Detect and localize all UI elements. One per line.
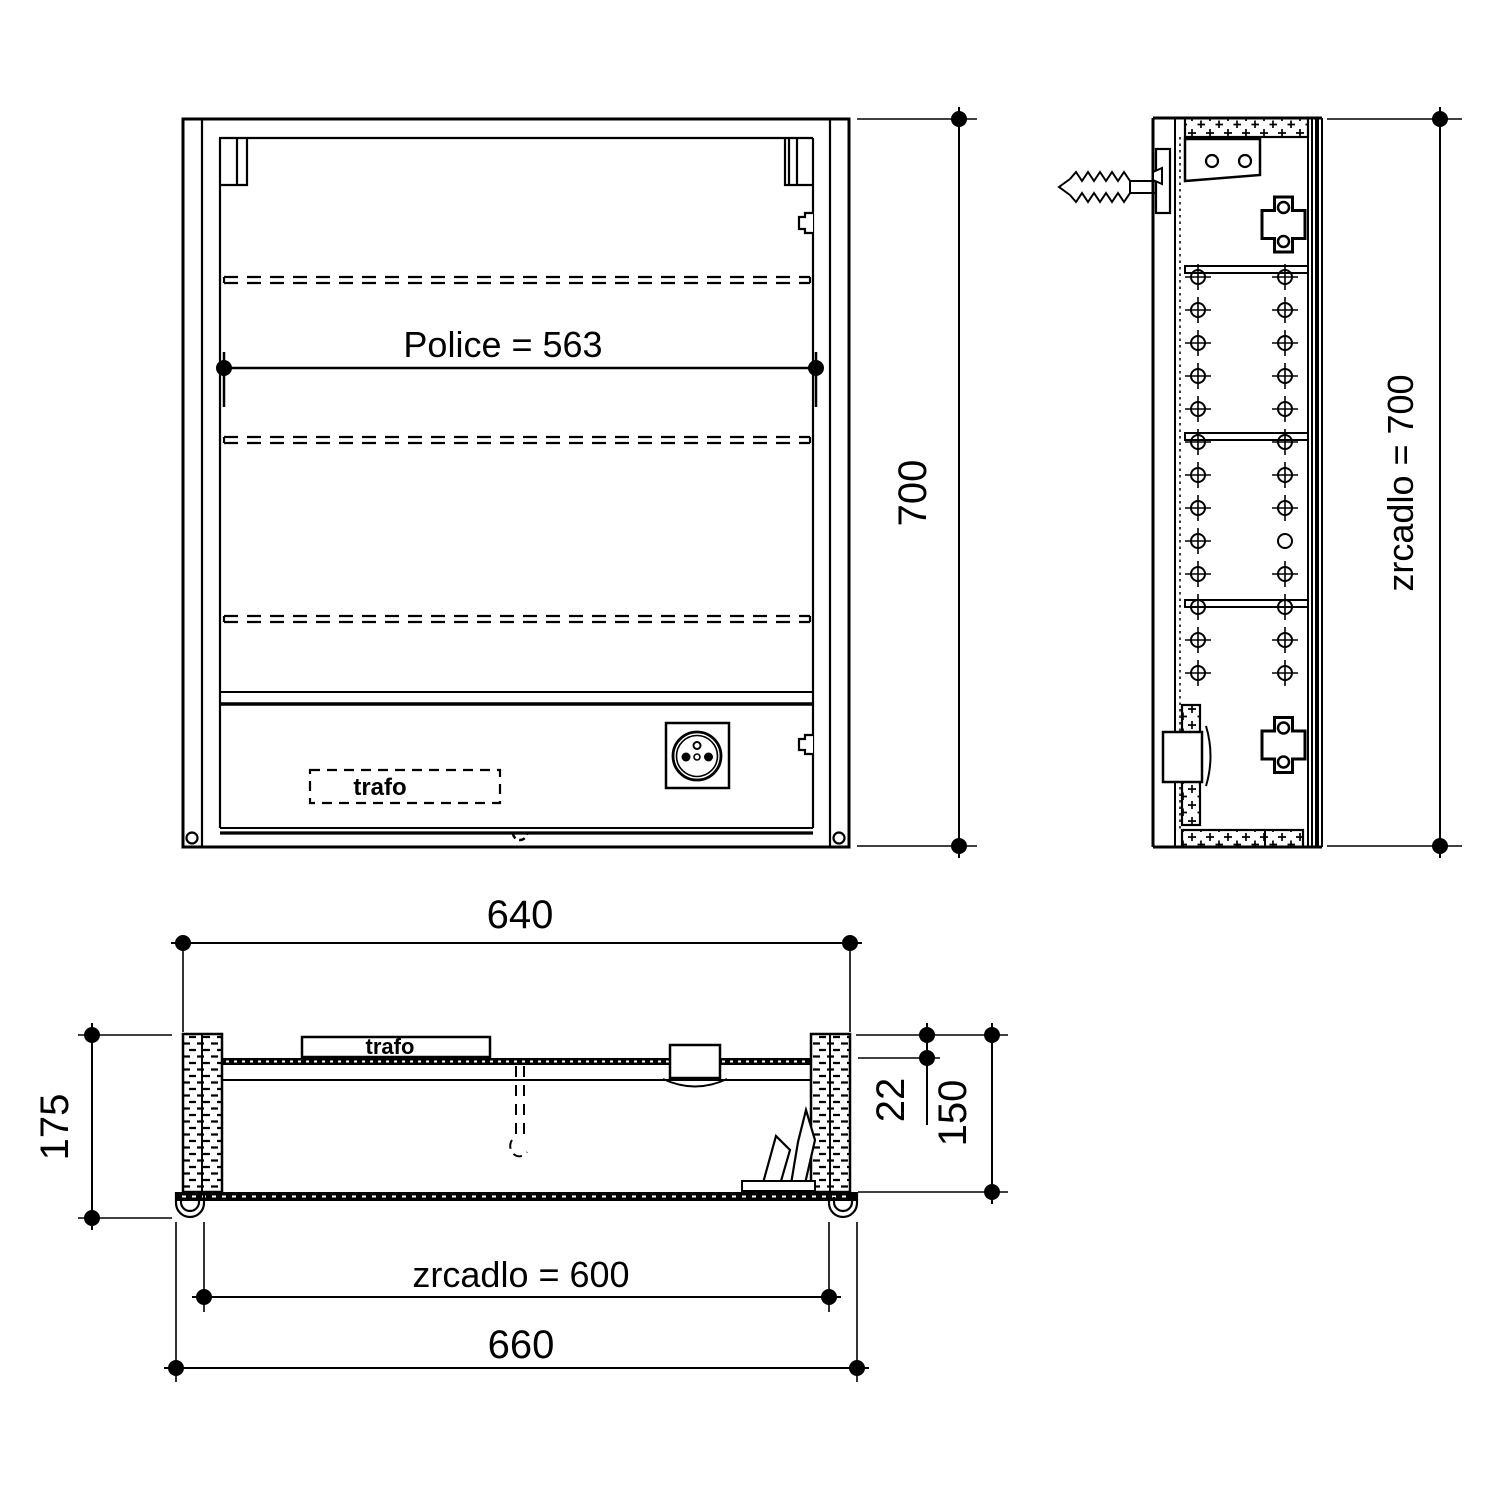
police-dim-label: Police = 563 [403, 324, 603, 365]
top-panel-section [1185, 118, 1308, 137]
trafo-side-section [1163, 732, 1202, 782]
body-depth-dim-label: 150 [931, 1079, 975, 1147]
height-dim-label: 700 [891, 459, 935, 527]
wall-bracket [1185, 139, 1260, 181]
zrcadlo-side-dim-label: zrcadlo = 700 [1380, 374, 1421, 592]
zrcadlo-bottom-dim-label: zrcadlo = 600 [412, 1254, 630, 1295]
latch-top [799, 213, 813, 233]
bottom-panel-section [1182, 830, 1303, 847]
width-overall-dim-label: 660 [487, 1323, 555, 1367]
trafo-label-front: trafo [353, 774, 407, 801]
panel-thickness-dim-label: 22 [869, 1077, 913, 1123]
hanging-bracket [1153, 149, 1170, 213]
width-body-dim-label: 640 [486, 893, 554, 937]
trafo-label-bottom: trafo [365, 1034, 415, 1059]
depth-dim-label: 175 [33, 1093, 77, 1161]
